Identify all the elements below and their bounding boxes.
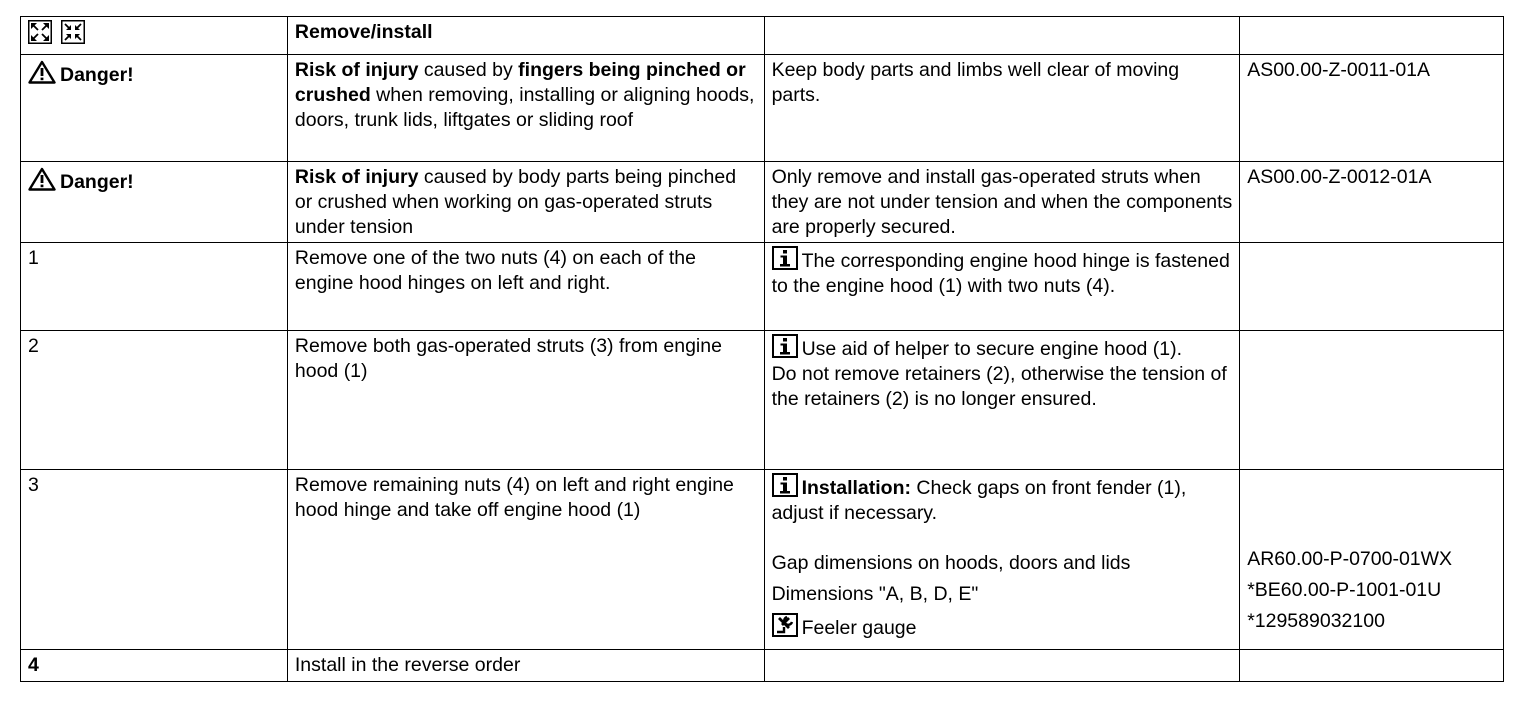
step-row	[21, 243, 1504, 331]
procedure-table	[20, 16, 1504, 682]
info-icon	[772, 473, 798, 497]
danger-label: Danger!	[60, 171, 134, 193]
step-number: 2	[21, 331, 288, 470]
step-note-cell	[764, 243, 1240, 331]
danger-text: caused by	[418, 59, 519, 81]
step-number: 1	[21, 243, 288, 331]
danger-text: caused by body parts being pinched or crushed when working on gas-operated struts under tension	[294, 166, 737, 238]
step-number: 4	[21, 650, 288, 682]
danger-text-cell	[287, 55, 764, 162]
info-icon	[772, 334, 798, 358]
ref-link[interactable]: AR60.00-P-0700-01WX	[1247, 548, 1453, 570]
header-title: Remove/install	[287, 17, 764, 55]
step-note-cell	[764, 650, 1240, 682]
risk-cause: fingers being pinched or crushed	[294, 59, 746, 106]
danger-label-cell	[21, 55, 288, 162]
risk-label: Risk of injury	[294, 59, 419, 81]
danger-measure: Keep body parts and limbs well clear of moving parts.	[764, 55, 1240, 162]
installation-label: Installation:	[801, 477, 911, 499]
tool-part-number[interactable]: *129589032100	[1247, 610, 1385, 632]
tool-icon	[772, 613, 798, 637]
step-row	[21, 470, 1504, 650]
step-row	[21, 331, 1504, 470]
danger-row	[21, 162, 1504, 243]
step-note: Use aid of helper to secure engine hood (1).	[801, 338, 1183, 360]
collapse-icon[interactable]	[61, 20, 85, 51]
feeler-gauge-label: Feeler gauge	[801, 617, 917, 639]
header-row	[21, 17, 1504, 55]
step-text: Install in the reverse order	[287, 650, 764, 682]
step-ref-cell	[1240, 470, 1504, 650]
danger-row	[21, 55, 1504, 162]
danger-ref[interactable]: AS00.00-Z-0012-01A	[1240, 162, 1504, 243]
danger-measure: Only remove and install gas-operated struts when they are not under tension and when the components are properly secured.	[764, 162, 1240, 243]
danger-label-cell	[21, 162, 288, 243]
dimensions-label: Dimensions "A, B, D, E"	[771, 583, 979, 605]
warning-triangle-icon	[28, 60, 56, 84]
danger-ref[interactable]: AS00.00-Z-0011-01A	[1240, 55, 1504, 162]
step-ref-cell	[1240, 650, 1504, 682]
step-row	[21, 650, 1504, 682]
header-icons-cell	[21, 17, 288, 55]
step-note-cell	[764, 331, 1240, 470]
danger-text-cell	[287, 162, 764, 243]
step-note: The corresponding engine hood hinge is fastened to the engine hood (1) with two nuts (4).	[771, 250, 1230, 297]
header-empty-cell	[764, 17, 1240, 55]
risk-label: Risk of injury	[294, 166, 419, 188]
step-note: Check gaps on front fender (1), adjust if necessary.	[771, 477, 1187, 524]
step-ref-cell	[1240, 243, 1504, 331]
expand-icon[interactable]	[28, 20, 52, 51]
ref-link[interactable]: *BE60.00-P-1001-01U	[1247, 579, 1442, 601]
gap-dimensions-label: Gap dimensions on hoods, doors and lids	[771, 552, 1131, 574]
info-icon	[772, 246, 798, 270]
danger-label: Danger!	[60, 64, 134, 86]
step-text: Remove both gas-operated struts (3) from engine hood (1)	[287, 331, 764, 470]
warning-triangle-icon	[28, 167, 56, 191]
step-text: Remove remaining nuts (4) on left and right engine hood hinge and take off engine hood (1)	[287, 470, 764, 650]
step-note-extra: Do not remove retainers (2), otherwise the tension of the retainers (2) is no longer ensured.	[771, 363, 1227, 410]
step-text: Remove one of the two nuts (4) on each of the engine hood hinges on left and right.	[287, 243, 764, 331]
danger-text: when removing, installing or aligning hoods, doors, trunk lids, liftgates or sliding roof	[294, 84, 755, 131]
step-number: 3	[21, 470, 288, 650]
header-empty-cell	[1240, 17, 1504, 55]
step-ref-cell	[1240, 331, 1504, 470]
step-note-cell	[764, 470, 1240, 650]
